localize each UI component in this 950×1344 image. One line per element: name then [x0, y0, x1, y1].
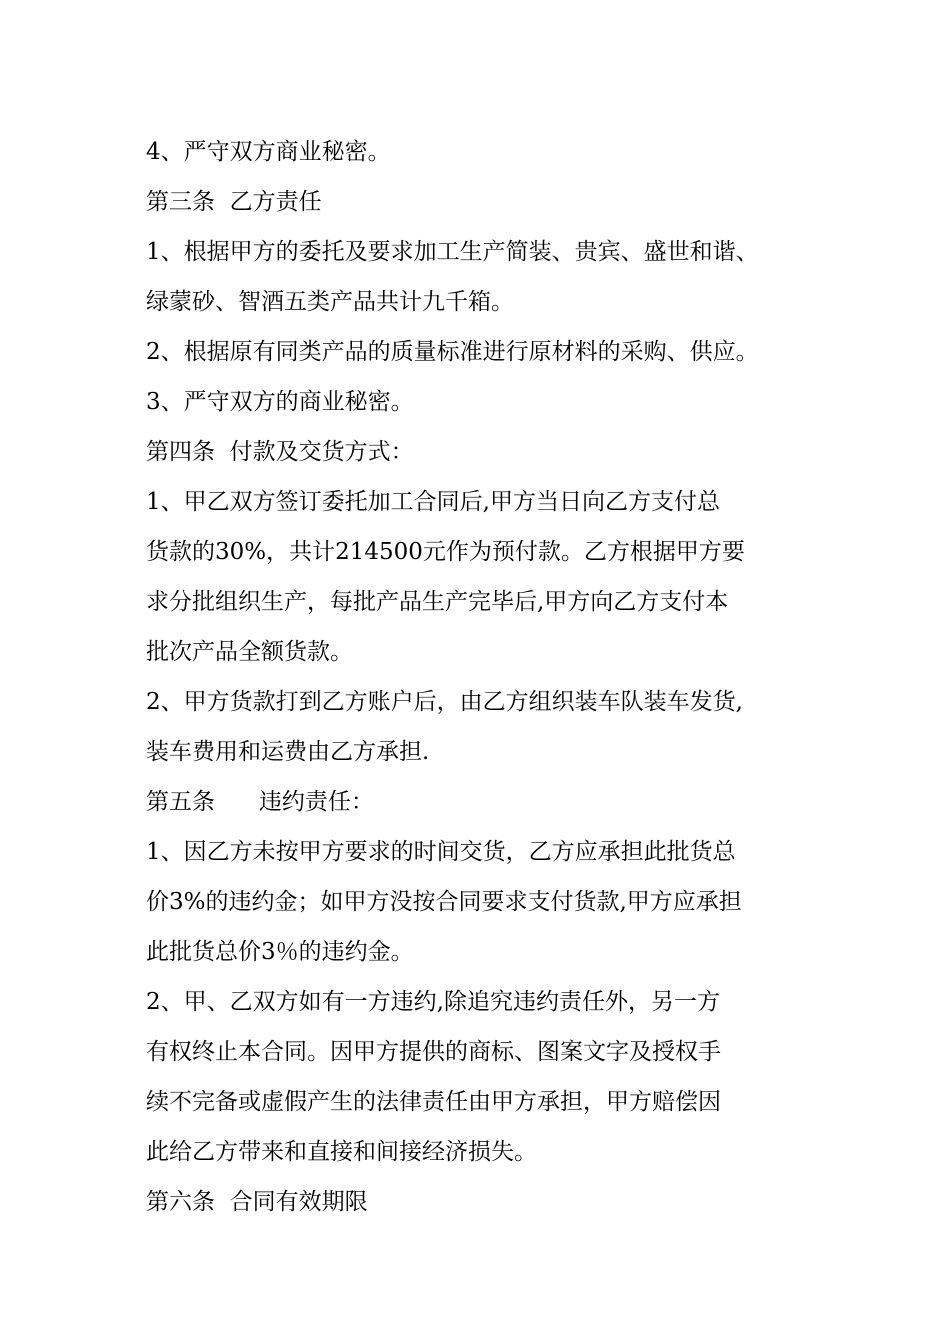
clause-line: 4、严守双方商业秘密。 — [146, 139, 391, 165]
clause-line: 求分批组织生产，每批产品生产完毕后,甲方向乙方支付本 — [146, 589, 729, 615]
article-heading: 第三条 乙方责任 — [146, 189, 322, 215]
clause-line: 1、甲乙双方签订委托加工合同后,甲方当日向乙方支付总 — [146, 489, 720, 515]
document-body — [146, 127, 836, 1227]
clause-line: 2、甲、乙双方如有一方违约,除追究违约责任外，另一方 — [146, 989, 720, 1015]
clause-line: 2、甲方货款打到乙方账户后，由乙方组织装车队装车发货, — [146, 689, 743, 715]
clause-line: 1、因乙方未按甲方要求的时间交货，乙方应承担此批货总 — [146, 839, 736, 865]
article-heading: 第五条 违约责任： — [146, 789, 374, 815]
clause-line: 此批货总价3％的违约金。 — [146, 939, 414, 965]
clause-line: 2、根据原有同类产品的质量标准进行原材料的采购、供应。 — [146, 339, 759, 365]
article-heading: 第四条 付款及交货方式： — [146, 439, 414, 465]
clause-line: 此给乙方带来和直接和间接经济损失。 — [146, 1139, 537, 1165]
article-heading: 第六条 合同有效期限 — [146, 1189, 368, 1215]
clause-line: 3、严守双方的商业秘密。 — [146, 389, 414, 415]
clause-line: 货款的30%，共计214500元作为预付款。乙方根据甲方要 — [146, 539, 745, 565]
clause-line: 装车费用和运费由乙方承担. — [146, 739, 430, 765]
clause-line: 1、根据甲方的委托及要求加工生产简装、贵宾、盛世和谐、 — [146, 239, 759, 265]
clause-line: 批次产品全额货款。 — [146, 639, 353, 665]
clause-line: 有权终止本合同。因甲方提供的商标、图案文字及授权手 — [146, 1039, 721, 1065]
clause-line: 价3%的违约金；如甲方没按合同要求支付货款,甲方应承担 — [146, 889, 742, 915]
clause-line: 绿蒙砂、智酒五类产品共计九千箱。 — [146, 289, 514, 315]
clause-line: 续不完备或虚假产生的法律责任由甲方承担，甲方赔偿因 — [146, 1089, 721, 1115]
